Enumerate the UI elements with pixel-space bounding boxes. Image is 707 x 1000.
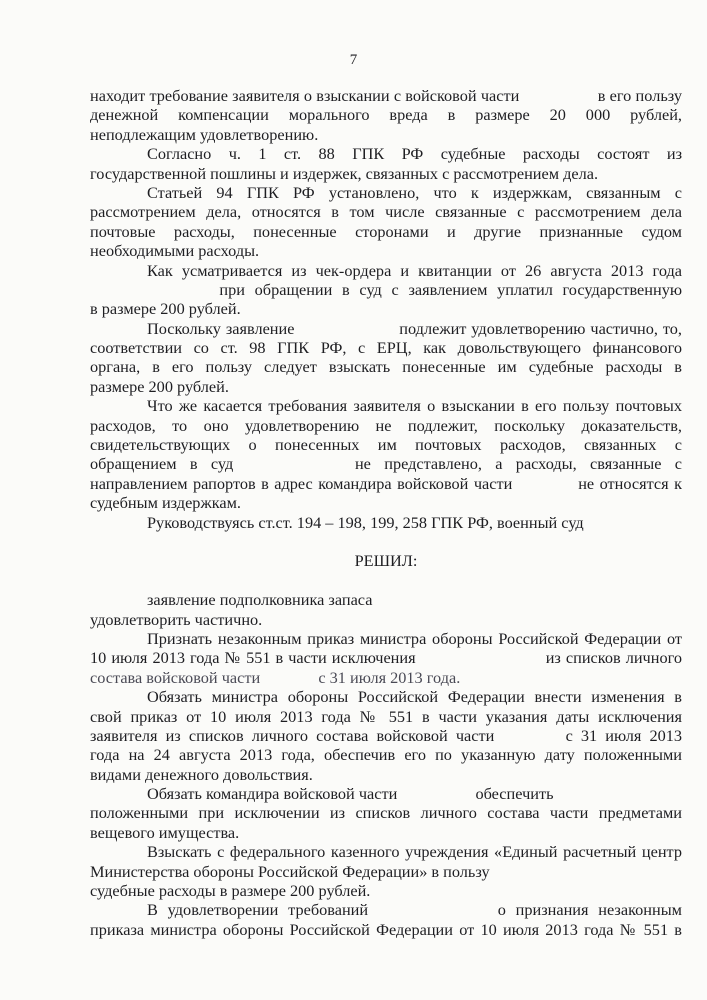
text-line	[90, 86, 682, 105]
text-segment: направлением рапортов в адрес командира войсковой части	[90, 473, 513, 493]
text-line	[90, 144, 682, 163]
text-line	[90, 842, 682, 861]
text-line	[90, 668, 682, 687]
text-segment: не относятся к	[578, 473, 682, 493]
text-line	[90, 416, 682, 435]
text-segment: размере 200 рублей.	[90, 376, 229, 396]
text-segment: о признания незаконным	[497, 900, 682, 920]
text-segment: с 31 июля 2013	[565, 725, 682, 745]
text-line	[90, 513, 682, 532]
text-segment: Министерства обороны Российской Федерации» в пользу	[90, 861, 490, 881]
text-line	[90, 900, 682, 919]
text-segment: почтовые расходы, понесенные сторонами и другие признанные судом	[90, 221, 682, 241]
text-line	[90, 629, 682, 648]
text-line	[90, 319, 682, 338]
text-segment: 10 июля 2013 года № 551 в части исключения	[90, 648, 416, 668]
text-line	[90, 823, 682, 842]
text-segment: Согласно ч. 1 ст. 88 ГПК РФ судебные расходы состоят из	[147, 144, 682, 164]
text-segment: положенными при исключении из списков личного состава части предметами	[90, 803, 682, 823]
text-segment: заявителя из списков личного состава войсковой части	[90, 725, 495, 745]
text-line	[90, 164, 682, 183]
text-segment: В удовлетворении требований	[147, 900, 369, 920]
text-segment: Обязать командира войсковой части	[147, 784, 398, 804]
verdict-heading	[90, 551, 682, 570]
text-segment: находит требование заявителя о взыскании с войсковой части	[90, 86, 520, 105]
text-line	[90, 222, 682, 241]
text-segment: Как усматривается из чек-ордера и квитанции от 26 августа 2013 года	[147, 260, 682, 280]
text-segment: видами денежного довольствия.	[90, 764, 313, 784]
text-segment: Что же касается требования заявителя о взыскании в его пользу почтовых	[147, 396, 682, 416]
text-line	[90, 648, 682, 667]
text-line	[90, 202, 682, 221]
text-segment: Поскольку заявление	[147, 318, 295, 338]
text-line	[90, 261, 682, 280]
text-segment: необходимыми расходы.	[90, 241, 260, 261]
text-line	[90, 765, 682, 784]
text-line	[90, 377, 682, 396]
blank-line	[90, 532, 682, 551]
text-line	[90, 920, 682, 939]
text-segment: судебные расходы в размере 200 рублей.	[90, 881, 371, 901]
text-segment: приказа министра обороны Российской Федерации от 10 июля 2013 года № 551 в	[90, 919, 682, 939]
text-segment: Обязать министра обороны Российской Федерации внести изменения в	[147, 687, 682, 707]
text-line	[90, 105, 682, 124]
text-segment: Руководствуясь ст.ст. 194 – 198, 199, 258 ГПК РФ, военный суд	[147, 512, 584, 532]
text-segment: неподлежащим удовлетворению.	[90, 124, 319, 144]
text-line	[90, 881, 682, 900]
text-line	[90, 454, 682, 473]
text-line	[90, 745, 682, 764]
text-line	[90, 280, 682, 299]
text-segment: судебным издержкам.	[90, 493, 241, 513]
text-line	[90, 125, 682, 144]
text-line	[90, 493, 682, 512]
text-segment: рассмотрением дела, относятся в том числе связанные с рассмотрением дела	[90, 202, 682, 222]
text-line	[90, 726, 682, 745]
text-segment: с 31 июля 2013 года.	[318, 667, 461, 687]
text-segment: Статьей 94 ГПК РФ установлено, что к издержкам, связанным с	[147, 182, 682, 202]
text-line	[90, 396, 682, 415]
text-segment: из списков личного	[545, 648, 682, 668]
text-segment: обращением в суд	[90, 454, 234, 474]
text-line	[90, 435, 682, 454]
text-segment: свидетельствующих о понесенных им почтовых расходов, связанных с	[90, 435, 682, 455]
text-segment: года на 24 августа 2013 года, обеспечив его по указанную дату положенными	[90, 745, 682, 765]
text-line	[90, 784, 682, 803]
text-line	[90, 610, 682, 629]
text-segment: Взыскать с федерального казенного учреждения «Единый расчетный центр	[147, 842, 682, 862]
text-segment: при обращении в суд с заявлением уплатил государственную	[219, 279, 682, 299]
document-body	[90, 86, 682, 939]
text-line	[90, 474, 682, 493]
text-segment: подлежит удовлетворению частично, то,	[399, 318, 682, 338]
text-segment: вещевого имущества.	[90, 822, 240, 842]
text-segment: не представлено, а расходы, связанные с	[354, 454, 682, 474]
text-line	[90, 687, 682, 706]
text-line	[90, 299, 682, 318]
text-segment: денежной компенсации морального вреда в размере 20 000 рублей,	[90, 105, 682, 125]
text-line	[90, 862, 682, 881]
text-line	[90, 357, 682, 376]
text-line	[90, 241, 682, 260]
text-line	[90, 338, 682, 357]
text-segment: соответствии со ст. 98 ГПК РФ, с ЕРЦ, как довольствующего финансового	[90, 338, 682, 358]
text-segment: РЕШИЛ:	[354, 551, 418, 571]
page-number: 7	[349, 52, 358, 68]
text-line	[90, 590, 682, 609]
text-segment: расходов, то оно удовлетворению не подлежит, поскольку доказательств,	[90, 415, 682, 435]
text-segment: органа, в его пользу следует взыскать понесенные им судебные расходы в	[90, 357, 682, 377]
text-segment: в размере 200 рублей.	[90, 299, 241, 319]
text-line	[90, 707, 682, 726]
text-segment: заявление подполковника запаса	[147, 590, 373, 610]
text-segment: обеспечить	[475, 784, 554, 804]
text-segment: удовлетворить частично.	[90, 609, 263, 629]
text-line	[90, 183, 682, 202]
text-segment: Признать незаконным приказ министра обороны Российской Федерации от	[147, 628, 682, 648]
text-segment: свой приказ от 10 июля 2013 года № 551 в части указания даты исключения	[90, 706, 682, 726]
text-segment: в его пользу	[597, 86, 682, 105]
blank-line	[90, 571, 682, 590]
text-line	[90, 803, 682, 822]
text-segment: государственной пошлины и издержек, связанных с рассмотрением дела.	[90, 163, 599, 183]
text-segment: состава войсковой части	[90, 667, 261, 687]
